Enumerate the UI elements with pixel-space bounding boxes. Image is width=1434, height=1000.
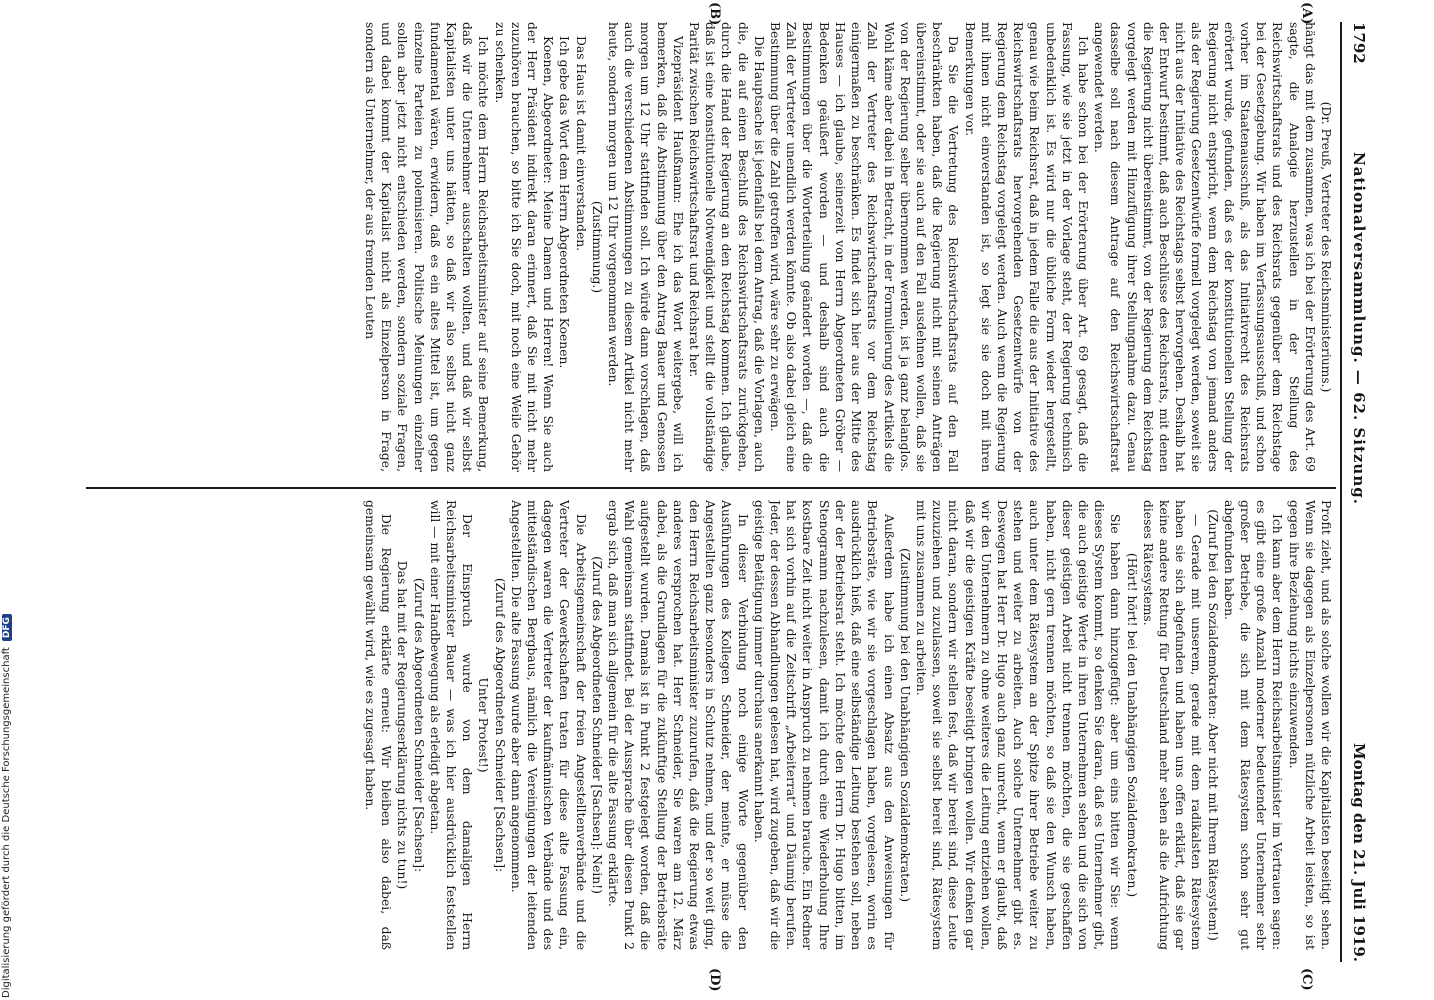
paragraph: Ich habe schon bei der Erörterung über Art. 69 gesagt, daß die Fassung, wie sie jetzt in der Vorlage steht, der Regierung technisch unbedenklich ist. Es wird nur die übliche Form wieder hergestellt, genau wie beim Reichsrat, daß in jedem Falle die aus der Initiative des Reichswirtschaftsrats hervorgehenden Gesetzentwürfe von der Regierung dem Reichstag vorgelegt werden. Auch wenn die Regierung mit ihnen nicht einverstanden ist, so legt sie sie doch mit ihren Bemerkungen vor. — [962, 22, 1090, 472]
margin-marker-a: (A) — [1299, 2, 1314, 25]
paragraph: (Zustimmung bei den Unabhängigen Sozialdemokraten.) — [897, 547, 912, 903]
paragraph: (Zuruf des Abgeordneten Schneider [Sachsen]: — [411, 577, 426, 873]
paragraph: Koenen, Abgeordneter: Meine Damen und Herren! Wenn Sie auch der Herr Präsident indirekt daran erinnert, daß Sie mit nicht mehr zuzuhören brauchen, so bitte ich Sie doch, mit noch eine Weile Gehör zu schenken. — [492, 22, 556, 472]
paragraph: Die Regierung erklärte erneut: Wir bleiben also dabei, daß gemeinsam gewählt wird, wie es zugesagt haben. — [363, 500, 394, 950]
paragraph: Vizepräsident Haußmann: Ehe ich das Wort weitergebe, will ich bemerken, daß die Abstimmung über den Antrag Bauer und Genossen morgen um 12 Uhr stattfinden soll. Ich würde dann vorschlagen, daß auch die verschiedenen Abstimmungen zu diesem Artikel nicht mehr heute, sondern morgen um 12 Uhr vorgenommen werden. — [606, 22, 685, 472]
paragraph: (Zustimmung.) — [589, 200, 604, 294]
paragraph: Ich kann aber dem Herrn Reichsarbeitsminister im Vertrauen sagen: es gibt eine große Anzahl moderner bedeutender Unternehmer sehr großer Betriebe, die sich mit dem Rätesystem schon sehr gut abgefunden haben. — [1221, 500, 1285, 950]
paragraph: Das hat mit der Regierungserklärung nichts zu tun!) — [395, 560, 410, 890]
paragraph: Profit zieht, und als solche wollen wir die Kapitalisten beseitigt sehen. Wenn sie dagegen als Einzelpersonen nützliche Arbeit leisten, so ist gegen ihre Beziehung nichts einzuwenden. — [1286, 500, 1333, 950]
session-date: Montag den 21. Juli 1919. — [1350, 743, 1368, 962]
paragraph: In dieser Verbindung noch einige Worte gegenüber den Ausführungen des Kollegen Schneider, der meinte, er müsse die Angestellten ganz besonders in Schutz nehmen, und der so weit ging, den Herrn Reichsarbeitsminister zuzurufen, daß die Regierung etwas anderes versprochen hat. Herr Schneider, Sie waren am 12. März dabei, als die Grundlagen für die zukünftige Stellung der Betriebsräte aufgestellt wurden. Damals ist in Punkt 2 festgelegt worden, daß die Wahl gemeinsam stattfindet. Bei der Aussprache über diesen Punkt 2 ergab sich, daß man sich allgemein für die alte Fassung erklärte. — [606, 500, 750, 950]
paragraph: Ich möchte dem Herrn Reichsarbeitsminister auf seine Bemerkung, daß wir die Unternehmer ausschalten wollten, und daß wir selbst Kapitalisten unter uns hätten, so daß wir also selbst nicht ganz fundamental wären, erwidern, daß es ein altes Mittel ist, um gegen einzelne Parteien zu polemisieren. Politische Meinungen einzelner sollen aber jetzt nicht entschieden werden, sondern soziale Fragen, und dabei kommt der Kapitalist nicht als Einzelperson in Frage, sondern als Unternehmer, der aus fremden Leuten — [363, 22, 491, 472]
right-text-column — [86, 500, 1334, 950]
paragraph: Sie haben dann hinzugefügt: aber um eins bitten wir Sie: wenn dieses System kommt, so denken Sie daran, daß es Unternehmer gibt, die auch geistige Werte in ihren Unternehmen sehen und die sich von dieser geistigen Arbeit nicht trennen möchten, die sie geschaffen haben, nicht gern trennen möchten, so daß sie den Wunsch haben, auch unter dem Rätesystem an der Spitze ihrer Betriebe weiter zu stehen und weiter zu arbeiten. Auch solche Unternehmer gibt es. Deswegen hat Herr Dr. Hugo auch ganz unrecht, wenn er glaubt, daß wir den Unternehmern zu ohne weiteres die Leitung entziehen wollen, daß wir die geistigen Kräfte beseitigt bringen wollen. Wir denken gar nicht daran, sondern wir stellen fest, daß wir bereit sind, diese Leute zuzuziehen und zuzulassen, soweit sie selbst bereit sind, Rätesystem mit uns zusammen zu arbeiten. — [913, 500, 1123, 950]
paragraph: Die Arbeitsgemeinschaft der freien Angestelltenverbände und die Vertreter der Gewerkschaften traten für diese alte Fassung ein, dagegen waren die Vertreter der kaufmännischen Verbände und des mittelständischen Bergbaus, nämlich die Vereinigungen der leitenden Angestellten. Die alte Fassung wurde aber dann angenommen. — [508, 500, 588, 950]
rotated-page-sheet — [80, 2, 1372, 992]
running-head — [1344, 22, 1368, 962]
paragraph: Da Sie die Vertretung des Reichswirtschaftsrats auf den Fall beschränkten haben, daß die Regierung nicht mit seinen Anträgen übereinstimmt, oder sie auch auf den Fall ausdehnen wollen, daß sie von der Regierung selber übernommen werden, ist ja ganz belanglos. Wohl käme aber dabei in Betracht, in der Formulierung des Artikels die Zahl der Vertreter des Reichswirtschaftsrats vor dem Reichstag einigermaßen zu beschränken. Es findet sich hier aus der Mitte des Hauses — ich glaube, seinerzeit von Herrn Abgeordneten Gröber — Bedenken geäußert worden — und deshalb sind auch die Bestimmungen über die Worterteilung geändert worden —, daß die Zahl der Vertreter unendlich werden könnte. Ob also dabei gleich eine Bestimmung über die Zahl getroffen wird, wäre sehr zu erwägen. — [768, 22, 961, 472]
paragraph: (Zuruf des Abgeordneten Schneider [Sachsen]: — [492, 577, 507, 873]
paragraph: (Hört! hört! bei den Unabhängigen Sozialdemokraten.) — [1124, 552, 1139, 898]
paragraph: (Zuruf bei den Sozialdemokraten: Aber nicht mit Ihrem Rätesystem!) — [1205, 509, 1220, 941]
paragraph: (Zuruf des Abgeordneten Schneider [Sachsen]: Nein!) — [589, 556, 604, 894]
column-divider — [86, 487, 1336, 489]
paragraph: Die Hauptsache ist jedenfalls bei dem Antrag, daß die Vorlagen, auch die, die auf einen Beschluß des Reichswirtschaftsrats zurückgehen, durch die Hand der Regierung an den Reichstag kommen. Ich glaube, daß ist eine konstitutionelle Notwendigkeit und stellt die vollständige Parität zwischen Reichswirtschaftsrat und Reichsrat her. — [687, 22, 766, 472]
left-text-column — [86, 22, 1334, 472]
margin-marker-d: (D) — [707, 968, 722, 992]
header-rule — [1340, 22, 1342, 962]
paragraph: Der Einspruch wurde von dem damaligen Herrn Reichsarbeitsminister Bauer — was ich hier ausdrücklich feststellen will — mit einer Handbewegung als erledigt abgetan. — [427, 500, 475, 950]
paragraph: Ich gebe das Wort dem Herrn Abgeordneten Koenen. — [557, 36, 572, 369]
session-title: Nationalversammlung. — 62. Sitzung. — [1350, 152, 1368, 505]
digitization-footer — [1, 8, 12, 998]
paragraph: Außerdem habe ich einen Absatz aus den Anweisungen für Betriebsräte, wie wir sie vorgeschlagen haben, vorgelesen, worin es ausdrücklich hieß, daß eine selbständige Leitung bestehen soll, neben der der Betriebsrat steht. Ich möchte den Herrn Dr. Hugo bitten, im Stenogramm nachzulesen, damit ich durch eine Wiederholung Ihre kostbare Zeit nicht weiter in Anspruch zu nehmen brauche. Ein Redner hat sich vorhin auf die Zeitschrift „Arbeiterrat“ und Däumig berufen. Jeder, der dessen Abhandlungen gelesen hat, wird zugeben, daß wir die geistige Betätigung immer durchaus anerkannt haben. — [751, 500, 896, 950]
paragraph: Unter Protest!) — [476, 677, 491, 773]
margin-marker-c: (C) — [1299, 968, 1314, 991]
page-number: 1792 — [1350, 22, 1368, 64]
dfg-logo: DFG — [2, 614, 12, 641]
paragraph: (Dr. Preuß, Vertreter des Reichsministeriums.) — [1319, 101, 1333, 393]
paragraph: — Gerade mit unserem, gerade mit dem radikalsten Rätesystem haben sie sich abgefunden und haben uns offen erklärt, daß sie gar keine andere Rettung für Deutschland mehr sehen als die Aufrichtung dieses Rätesystems. — [1140, 500, 1204, 950]
digitization-note: Digitalisierung gefördert durch die Deutsche Forschungsgemeinschaft — [1, 647, 12, 998]
margin-marker-b: (B) — [707, 2, 722, 26]
paragraph: hängt das mit dem zusammen, was ich bei der Erörterung des Art. 69 sagte, die Analogie herzustellen in der Stellung des Reichswirtschaftsrats und des Reichsrats gegenüber dem Reichstage bei der Gesetzgebung. Wir haben im Verfassungsausschuß, und schon vorher im Staatenausschuß, als das Initiativrecht des Reichsrats erörtert wurde, gefunden, daß es der konstitutionellen Stellung der Regierung nicht entspricht, wenn dem Reichstag von jemand anders als der Regierung Gesetzentwürfe formell vorgelegt werden, soweit sie nicht aus der Initiative des Reichstags selbst hervorgehen. Deshalb hat der Entwurf bestimmt, daß auch Beschlüsse des Reichsrats, mit denen die Regierung nicht übereinstimmt, von der Regierung dem Reichstag vorgelegt werden mit Hinzufügung ihrer Stellungnahme dazu. Genau dasselbe soll nach diesem Antrage auf den Reichswirtschaftsrat angewendet werden. — [1092, 22, 1317, 472]
paragraph: Das Haus ist damit einverstanden. — [573, 36, 588, 252]
